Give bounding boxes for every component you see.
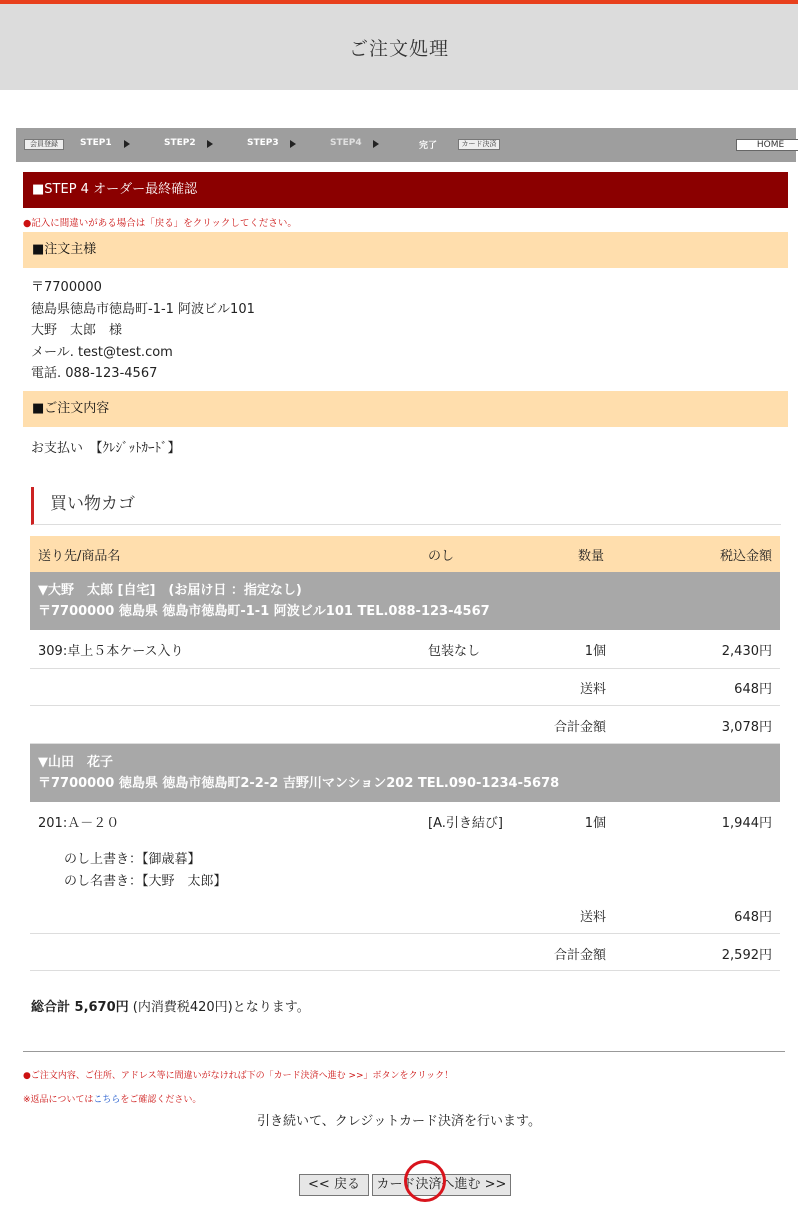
destination-name: ▼山田 花子 xyxy=(38,755,113,770)
item-qty: 1個 xyxy=(584,644,606,659)
payment-method: お支払い 【ｸﾚｼﾞｯﾄｶｰﾄﾞ】 xyxy=(31,441,181,456)
item-price: 1,944円 xyxy=(721,816,772,831)
step-3: STEP3 xyxy=(247,138,279,148)
item-name: 201:Ａ－２０ xyxy=(38,816,120,831)
orderer-phone: 電話. 088-123-4567 xyxy=(31,366,158,382)
returns-prefix: ※返品については xyxy=(23,1095,94,1105)
subtotal-label: 合計金額 xyxy=(553,720,606,735)
subtotal-row xyxy=(30,706,780,744)
step-arrow-icon xyxy=(207,140,213,148)
home-button[interactable]: HOME xyxy=(736,139,798,151)
cart-table-header xyxy=(30,536,780,572)
step-complete: 完了 xyxy=(419,141,438,151)
step-1: STEP1 xyxy=(80,138,112,148)
grand-total-amount: 総合計 5,670円 xyxy=(31,1000,129,1015)
orderer-name: 大野 太郎 様 xyxy=(31,323,123,339)
proceed-card-payment-button[interactable]: カード決済へ進む >> xyxy=(372,1174,511,1196)
shipping-value: 648円 xyxy=(734,682,772,697)
step-member-chip: 会員登録 xyxy=(24,139,64,150)
destination-header xyxy=(30,572,780,630)
step-arrow-icon xyxy=(124,140,130,148)
item-noshi: 包装なし xyxy=(428,644,481,659)
noshi-top-text: のし上書き：【御歳暮】 xyxy=(64,852,201,867)
col-noshi: のし xyxy=(428,549,455,564)
order-heading: ■ご注文内容 xyxy=(23,391,788,427)
step-arrow-icon xyxy=(290,140,296,148)
subtotal-label: 合計金額 xyxy=(553,948,606,963)
destination-address: 〒7700000 徳島県 徳島市徳島町-1-1 阿波ビル101 TEL.088-123-4567 xyxy=(38,604,490,619)
item-price: 2,430円 xyxy=(721,644,772,659)
shipping-label: 送料 xyxy=(579,682,606,697)
table-row xyxy=(30,630,780,669)
subtotal-value: 3,078円 xyxy=(721,720,772,735)
shipping-value: 648円 xyxy=(734,910,772,925)
confirm-notice: ●ご注文内容、ご住所、アドレス等に間違いがなければ下の「カード決済へ進む >>」ボタンをクリック！ xyxy=(23,1071,454,1081)
back-button[interactable]: << 戻る xyxy=(299,1174,369,1196)
step-arrow-icon xyxy=(373,140,379,148)
continue-message: 引き続いて、クレジットカード決済を行います。 xyxy=(257,1114,541,1129)
page-title: ご注文処理 xyxy=(348,37,449,60)
col-qty: 数量 xyxy=(578,549,605,564)
step-4: STEP4 xyxy=(330,138,362,148)
grand-total xyxy=(31,996,310,1015)
page-header xyxy=(0,4,798,90)
returns-notice xyxy=(23,1092,201,1105)
returns-suffix: をご確認ください。 xyxy=(120,1095,202,1105)
divider xyxy=(23,1051,785,1052)
shipping-label: 送料 xyxy=(579,910,606,925)
destination-name: ▼大野 太郎 [自宅] (お届け日 ：指定なし) xyxy=(38,583,302,598)
orderer-postal: 〒7700000 xyxy=(31,280,102,295)
noshi-name-text: のし名書き：【大野 太郎】 xyxy=(64,874,227,889)
step-card-chip: カード決済 xyxy=(458,139,500,150)
orderer-email: メール. test@test.com xyxy=(31,344,173,360)
step4-heading: ■STEP 4 オーダー最終確認 xyxy=(23,172,788,208)
item-name: 309:卓上５本ケース入り xyxy=(38,644,184,659)
grand-total-tax: (内消費税420円) xyxy=(132,1000,233,1015)
grand-total-suffix: となります。 xyxy=(232,1000,310,1015)
step-2: STEP2 xyxy=(164,138,196,148)
shipping-row xyxy=(30,895,780,934)
orderer-heading: ■注文主様 xyxy=(23,232,788,268)
subtotal-value: 2,592円 xyxy=(721,948,772,963)
shipping-row xyxy=(30,669,780,706)
item-qty: 1個 xyxy=(584,816,606,831)
cart-title: 買い物カゴ xyxy=(31,487,781,525)
step-progress-bar xyxy=(16,128,796,162)
subtotal-row xyxy=(30,934,780,971)
orderer-address-block xyxy=(31,277,255,385)
col-price: 税込金額 xyxy=(719,549,772,564)
item-noshi: [A.引き結び] xyxy=(428,816,503,831)
back-notice: ●記入に間違いがある場合は「戻る」をクリックしてください。 xyxy=(23,218,297,229)
orderer-address: 徳島県徳島市徳島町-1-1 阿波ビル101 xyxy=(31,301,255,317)
destination-header xyxy=(30,744,780,802)
destination-address: 〒7700000 徳島県 徳島市徳島町2-2-2 吉野川マンション202 TEL.090-1234-5678 xyxy=(38,776,560,791)
highlight-circle xyxy=(404,1160,446,1202)
returns-link[interactable]: こちら xyxy=(93,1095,121,1105)
table-row xyxy=(30,802,780,895)
col-item: 送り先/商品名 xyxy=(38,549,121,564)
